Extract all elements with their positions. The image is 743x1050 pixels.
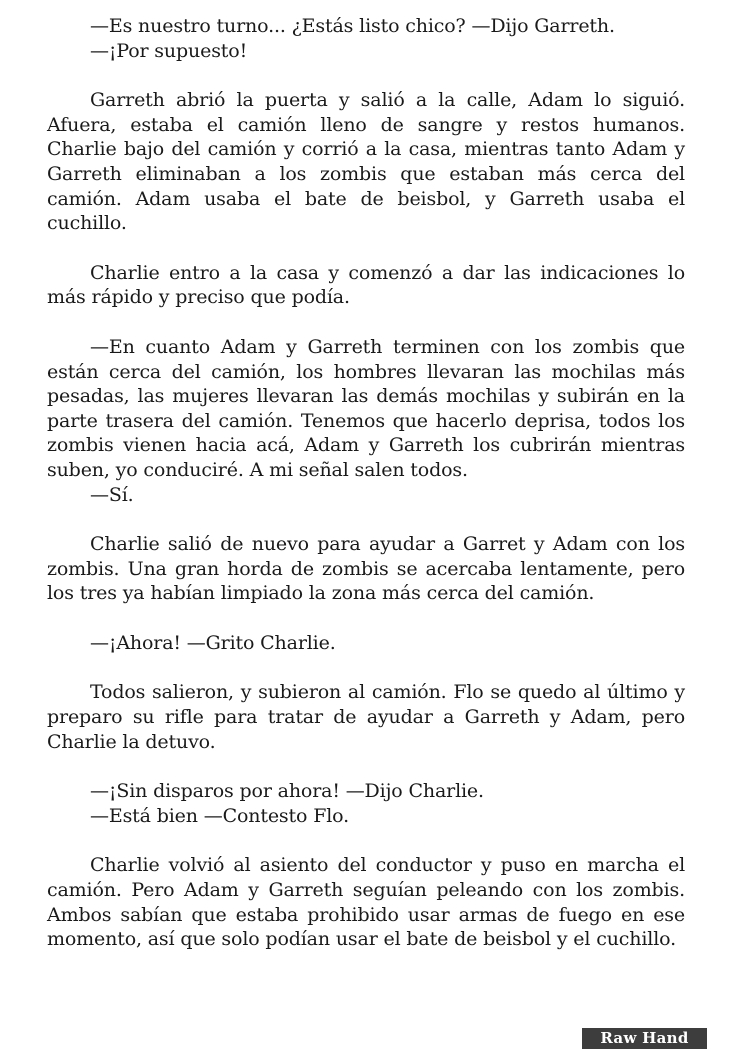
watermark-badge: Raw Hand — [582, 1028, 707, 1049]
paragraph: Charlie salió de nuevo para ayudar a Garret y Adam con los zombis. Una gran horda de zombis se acercaba lentamente, pero los tres ya habían limpiado la zona más cerca del camión. — [47, 533, 685, 605]
paragraph: Todos salieron, y subieron al camión. Flo se quedo al último y preparo su rifle para tratar de ayudar a Garreth y Adam, pero Charlie la detuvo. — [47, 681, 685, 753]
paragraph: —Sí. — [90, 483, 134, 506]
paragraph: —¡Sin disparos por ahora! —Dijo Charlie. — [90, 780, 484, 803]
paragraph: —Es nuestro turno... ¿Estás listo chico? —Dijo Garreth. — [90, 15, 615, 37]
document-body — [47, 14, 685, 952]
paragraph: —En cuanto Adam y Garreth terminen con los zombis que están cerca del camión, los hombres llevaran las mochilas más pesadas, las mujeres llevaran las demás mochilas y subirán en la parte trasera del camión. Tenemos que hacerlo deprisa, todos los zombis vienen hacia acá, Adam y Garreth los cubrirán mientras suben, yo conduciré. A mi señal salen todos. — [47, 335, 685, 481]
paragraph: Garreth abrió la puerta y salió a la calle, Adam lo siguió. Afuera, estaba el camión lleno de sangre y restos humanos. Charlie bajo del camión y corrió a la casa, mientras tanto Adam y Garreth eliminaban a los zombis que estaban más cerca del camión. Adam usaba el bate de beisbol, y Garreth usaba el cuchillo. — [47, 89, 685, 235]
paragraph: —Está bien —Contesto Flo. — [90, 804, 349, 827]
paragraph: —¡Por supuesto! — [90, 39, 248, 62]
paragraph: Charlie entro a la casa y comenzó a dar las indicaciones lo más rápido y preciso que podía. — [47, 261, 685, 309]
paragraph: —¡Ahora! —Grito Charlie. — [90, 631, 336, 654]
paragraph: Charlie volvió al asiento del conductor y puso en marcha el camión. Pero Adam y Garreth seguían peleando con los zombis. Ambos sabían que estaba prohibido usar armas de fuego en ese momento, así que solo podían usar el bate de beisbol y el cuchillo. — [47, 854, 685, 951]
